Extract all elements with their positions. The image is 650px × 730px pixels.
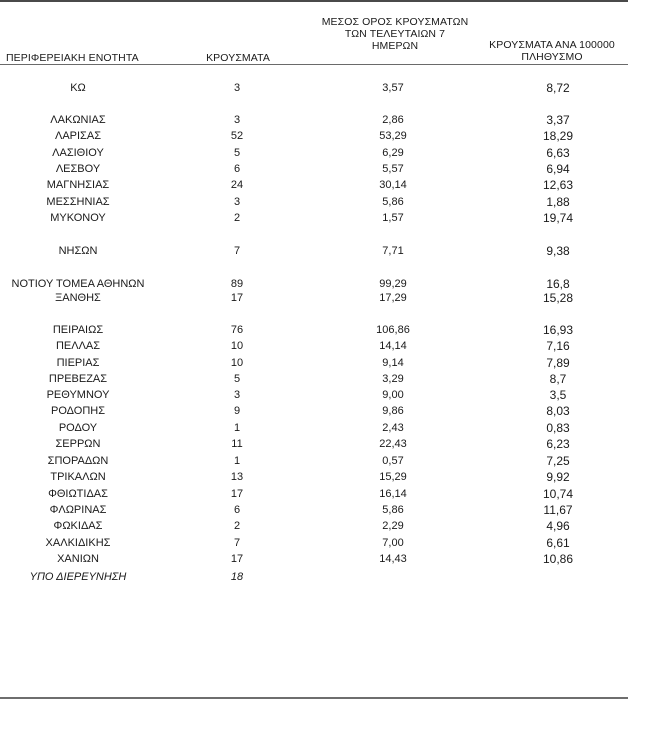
table-row [0, 145, 650, 161]
avg-cell: 9,00 [382, 389, 404, 401]
region-cell: ΝΗΣΩΝ [58, 245, 98, 257]
header-region: ΠΕΡΙΦΕΡΕΙΑΚΗ ΕΝΟΤΗΤΑ [6, 52, 139, 64]
rate-cell: 11,67 [543, 503, 573, 517]
avg-cell: 14,14 [379, 340, 407, 352]
rate-cell: 8,72 [546, 81, 570, 95]
cases-cell: 3 [233, 389, 241, 401]
rate-cell: 6,63 [546, 146, 570, 160]
avg-cell: 9,86 [382, 405, 404, 417]
avg-cell: 3,57 [382, 82, 404, 94]
cases-cell: 3 [233, 196, 241, 208]
table-row [0, 112, 650, 128]
table-row [0, 535, 650, 551]
region-cell: ΛΑΚΩΝΙΑΣ [50, 114, 106, 126]
avg-cell: 9,14 [382, 357, 404, 369]
avg-cell: 7,00 [382, 537, 404, 549]
avg-cell: 2,43 [382, 422, 404, 434]
region-cell: ΠΕΛΛΑΣ [55, 340, 101, 352]
region-cell: ΛΑΡΙΣΑΣ [54, 130, 101, 142]
avg-cell: 15,29 [379, 471, 407, 483]
cases-cell: 2 [233, 212, 241, 224]
avg-cell: 5,86 [382, 196, 404, 208]
cases-cell: 24 [230, 179, 244, 191]
table-row [0, 371, 650, 387]
cases-cell: 6 [233, 504, 241, 516]
region-cell: ΛΑΣΙΘΙΟΥ [52, 147, 104, 159]
header-cases: ΚΡΟΥΣΜΑΤΑ [206, 52, 270, 64]
rate-cell: 9,92 [546, 470, 570, 484]
rate-cell: 4,96 [546, 519, 570, 533]
header-avg-line: ΤΩΝ ΤΕΛΕΥΤΑΙΩΝ 7 [344, 28, 446, 40]
avg-cell: 30,14 [379, 179, 407, 191]
region-cell: ΦΘΙΩΤΙΔΑΣ [48, 488, 108, 500]
bottom-rule [0, 697, 628, 699]
avg-cell: 7,71 [382, 245, 404, 257]
cases-cell: 3 [233, 114, 241, 126]
avg-cell: 16,14 [379, 488, 407, 500]
header-rate-line: ΠΛΗΘΥΣΜΟ [521, 51, 583, 63]
header-rate-line: ΚΡΟΥΣΜΑΤΑ ΑΝΑ 100000 [489, 39, 615, 51]
cases-cell: 10 [230, 340, 244, 352]
rate-cell: 8,7 [549, 372, 567, 386]
region-cell: ΡΟΔΟΥ [58, 422, 98, 434]
rate-cell: 15,28 [542, 291, 574, 305]
region-cell: ΦΩΚΙΔΑΣ [53, 520, 103, 532]
table-row [0, 290, 650, 306]
rate-cell: 8,03 [546, 404, 570, 418]
avg-cell: 2,86 [382, 114, 404, 126]
avg-cell: 3,29 [382, 373, 404, 385]
region-cell: ΜΥΚΟΝΟΥ [50, 212, 106, 224]
rate-cell: 3,37 [546, 113, 570, 127]
avg-cell: 106,86 [376, 324, 410, 336]
header-avg-line: ΗΜΕΡΩΝ [371, 40, 419, 52]
table-row [0, 502, 650, 518]
table-row [0, 128, 650, 144]
cases-cell: 17 [230, 488, 244, 500]
cases-cell: 1 [233, 422, 241, 434]
region-cell: ΤΡΙΚΑΛΩΝ [50, 471, 106, 483]
region-cell: ΥΠΟ ΔΙΕΡΕΥΝΗΣΗ [29, 571, 127, 583]
table-row [0, 355, 650, 371]
rate-cell: 7,16 [546, 339, 570, 353]
region-cell: ΣΠΟΡΑΔΩΝ [47, 455, 109, 467]
cases-cell: 11 [231, 438, 243, 450]
header-avg-7-days [311, 16, 479, 52]
avg-cell: 17,29 [379, 292, 407, 304]
header-avg-line: ΜΕΣΟΣ ΟΡΟΣ ΚΡΟΥΣΜΑΤΩΝ [321, 16, 469, 28]
table-row [0, 569, 650, 585]
rate-cell: 12,63 [542, 178, 574, 192]
rate-cell: 7,89 [546, 356, 570, 370]
rate-cell: 10,74 [542, 487, 574, 501]
cases-cell: 9 [233, 405, 241, 417]
cases-cell: 76 [230, 324, 244, 336]
table-row [0, 469, 650, 485]
table-row [0, 210, 650, 226]
avg-cell: 6,29 [382, 147, 404, 159]
table-row [0, 453, 650, 469]
cases-cell: 89 [230, 278, 244, 290]
rate-cell: 6,23 [546, 437, 570, 451]
table-row [0, 486, 650, 502]
rate-cell: 19,74 [542, 211, 574, 225]
header-rate-per-100000 [470, 39, 634, 63]
table-row [0, 177, 650, 193]
region-cell: ΚΩ [70, 82, 86, 94]
rate-cell: 6,94 [546, 162, 570, 176]
region-cell: ΧΑΛΚΙΔΙΚΗΣ [45, 537, 111, 549]
rate-cell: 9,38 [546, 244, 570, 258]
table-row [0, 338, 650, 354]
cases-cell: 18 [230, 571, 244, 583]
table-row [0, 387, 650, 403]
cases-cell: 3 [233, 82, 241, 94]
cases-cell: 7 [233, 245, 241, 257]
table-row [0, 80, 650, 96]
region-cell: ΞΑΝΘΗΣ [55, 292, 101, 304]
region-cell: ΣΕΡΡΩΝ [55, 438, 101, 450]
cases-cell: 13 [230, 471, 244, 483]
region-cell: ΡΕΘΥΜΝΟΥ [46, 389, 110, 401]
avg-cell: 1,57 [382, 212, 404, 224]
cases-cell: 2 [233, 520, 241, 532]
rate-cell: 18,29 [542, 129, 574, 143]
table-row [0, 322, 650, 338]
cases-cell: 1 [233, 455, 241, 467]
table-row [0, 243, 650, 259]
cases-cell: 5 [233, 373, 241, 385]
table-row [0, 194, 650, 210]
avg-cell: 5,57 [382, 163, 404, 175]
region-cell: ΜΑΓΝΗΣΙΑΣ [46, 179, 110, 191]
avg-cell: 5,86 [382, 504, 404, 516]
cases-cell: 7 [233, 537, 241, 549]
avg-cell: 14,43 [379, 553, 407, 565]
top-rule [0, 0, 628, 2]
table-row [0, 420, 650, 436]
cases-cell: 5 [233, 147, 241, 159]
cases-cell: 17 [230, 553, 244, 565]
table-row [0, 518, 650, 534]
avg-cell: 22,43 [379, 438, 407, 450]
header-rule [0, 64, 628, 65]
region-cell: ΛΕΣΒΟΥ [55, 163, 101, 175]
avg-cell: 0,57 [382, 455, 404, 467]
cases-cell: 10 [230, 357, 244, 369]
region-cell: ΦΛΩΡΙΝΑΣ [49, 504, 107, 516]
table-row [0, 161, 650, 177]
region-cell: ΧΑΝΙΩΝ [57, 553, 99, 565]
table-row [0, 403, 650, 419]
rate-cell: 1,88 [546, 195, 570, 209]
avg-cell: 2,29 [382, 520, 404, 532]
region-cell: ΠΕΙΡΑΙΩΣ [52, 324, 104, 336]
rate-cell: 7,25 [546, 454, 570, 468]
cases-cell: 52 [230, 130, 244, 142]
rate-cell: 10,86 [542, 552, 574, 566]
rate-cell: 0,83 [546, 421, 570, 435]
region-cell: ΠΡΕΒΕΖΑΣ [48, 373, 108, 385]
cases-cell: 6 [233, 163, 241, 175]
region-cell: ΡΟΔΟΠΗΣ [50, 405, 106, 417]
region-cell: ΠΙΕΡΙΑΣ [56, 357, 100, 369]
table-row [0, 436, 650, 452]
avg-cell: 99,29 [379, 278, 407, 290]
region-cell: ΜΕΣΣΗΝΙΑΣ [46, 196, 110, 208]
cases-cell: 17 [230, 292, 244, 304]
rate-cell: 6,61 [546, 536, 570, 550]
rate-cell: 3,5 [549, 388, 567, 402]
region-cell: ΝΟΤΙΟΥ ΤΟΜΕΑ ΑΘΗΝΩΝ [11, 278, 145, 290]
rate-cell: 16,8 [546, 277, 570, 291]
table-row [0, 551, 650, 567]
avg-cell: 53,29 [379, 130, 407, 142]
rate-cell: 16,93 [542, 323, 574, 337]
